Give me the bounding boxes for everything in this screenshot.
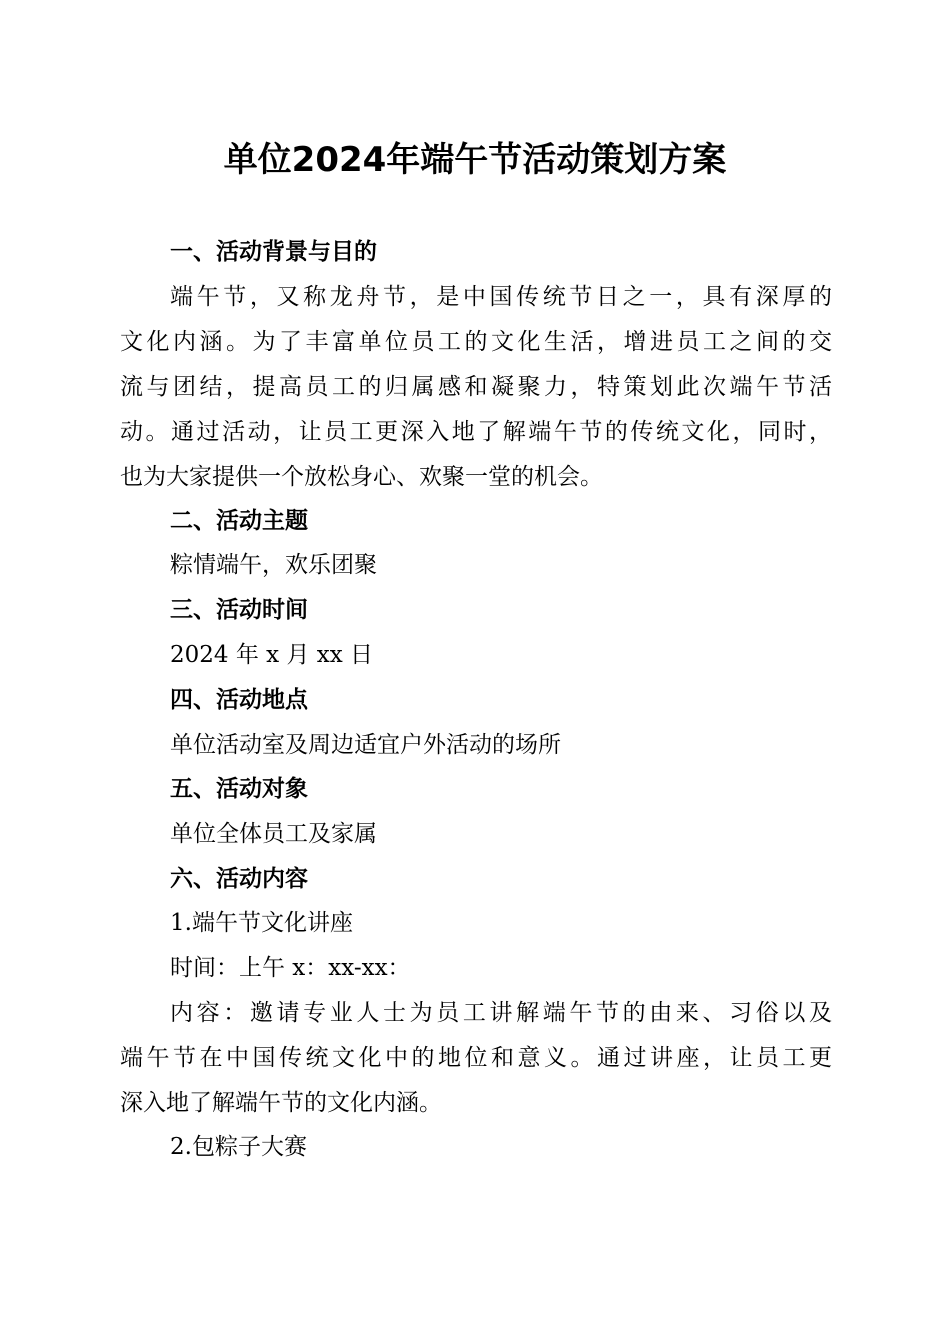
section-heading-location: 四、活动地点 xyxy=(170,687,308,713)
paragraph-text: 端午节，又称龙舟节，是中国传统节日之一，具有深厚的 xyxy=(170,284,832,310)
content-item-title: 1.端午节文化讲座 xyxy=(170,910,353,936)
paragraph-text: 动。通过活动，让员工更深入地了解端午节的传统文化，同时， xyxy=(120,419,832,445)
paragraph-line: 也为大家提供一个放松身心、欢聚一堂的机会。 xyxy=(120,464,603,490)
paragraph-line xyxy=(120,1043,832,1073)
section-heading-content: 六、活动内容 xyxy=(170,866,308,892)
content-item-time: 时间：上午 x：xx-xx： xyxy=(170,955,411,981)
document-title: 单位2024年端午节活动策划方案 xyxy=(223,140,727,180)
section-text-audience: 单位全体员工及家属 xyxy=(170,821,377,847)
section-text-theme: 粽情端午，欢乐团聚 xyxy=(170,552,377,578)
section-heading-audience: 五、活动对象 xyxy=(170,776,308,802)
paragraph-line xyxy=(120,372,832,402)
paragraph-text: 流与团结，提高员工的归属感和凝聚力，特策划此次端午节活 xyxy=(120,374,832,400)
section-heading-background: 一、活动背景与目的 xyxy=(170,239,377,265)
paragraph-line xyxy=(120,327,832,357)
paragraph-line xyxy=(170,282,832,312)
paragraph-text: 内容：邀请专业人士为员工讲解端午节的由来、习俗以及 xyxy=(170,1000,832,1026)
paragraph-text: 端午节在中国传统文化中的地位和意义。通过讲座，让员工更 xyxy=(120,1045,832,1071)
paragraph-line xyxy=(170,998,832,1028)
section-heading-theme: 二、活动主题 xyxy=(170,508,308,534)
section-text-time: 2024 年 x 月 xx 日 xyxy=(170,642,374,668)
paragraph-line xyxy=(120,417,832,447)
section-text-location: 单位活动室及周边适宜户外活动的场所 xyxy=(170,732,561,758)
paragraph-line: 深入地了解端午节的文化内涵。 xyxy=(120,1090,442,1116)
content-item-title: 2.包粽子大赛 xyxy=(170,1134,307,1160)
section-heading-time: 三、活动时间 xyxy=(170,597,308,623)
paragraph-text: 文化内涵。为了丰富单位员工的文化生活，增进员工之间的交 xyxy=(120,329,832,355)
